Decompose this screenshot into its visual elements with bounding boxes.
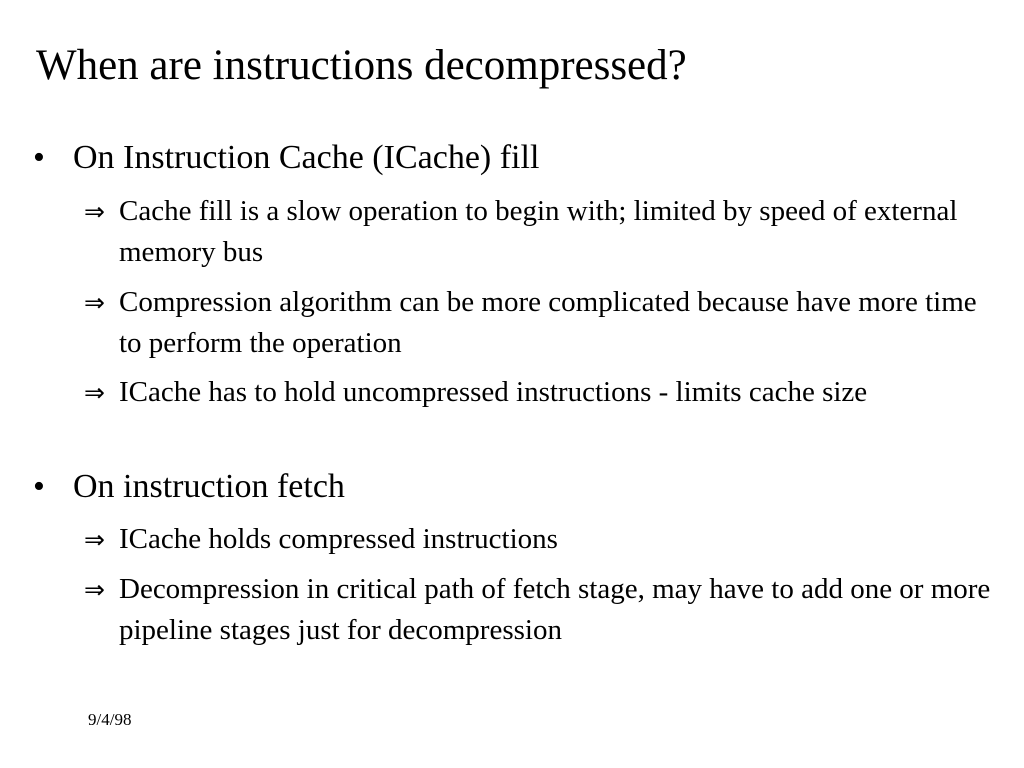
bullet-item [33, 138, 539, 178]
implies-arrow-icon: ⇒ [84, 197, 105, 226]
implies-arrow-icon: ⇒ [84, 525, 105, 554]
sub-point-text: ICache has to hold uncompressed instructions - limits cache size [119, 376, 868, 408]
sub-point [84, 282, 999, 363]
sub-point [84, 372, 999, 413]
sub-point [84, 191, 999, 272]
sub-point [84, 569, 999, 650]
sub-point-text: Compression algorithm can be more complicated because have more time to perform the operation [119, 286, 977, 359]
bullet-symbol: • [33, 139, 45, 176]
bullet-item [33, 467, 345, 507]
implies-arrow-icon: ⇒ [84, 575, 105, 604]
sub-point-text: Cache fill is a slow operation to begin with; limited by speed of external memory bus [119, 195, 958, 268]
bullet-text: On Instruction Cache (ICache) fill [73, 139, 540, 176]
sub-point-text: ICache holds compressed instructions [119, 523, 558, 555]
slide-title: When are instructions decompressed? [36, 42, 687, 89]
sub-point-text: Decompression in critical path of fetch stage, may have to add one or more pipeline stages just for decompression [119, 573, 991, 646]
bullet-text: On instruction fetch [73, 468, 345, 505]
implies-arrow-icon: ⇒ [84, 378, 105, 407]
sub-point [84, 519, 999, 560]
implies-arrow-icon: ⇒ [84, 288, 105, 317]
bullet-symbol: • [33, 468, 45, 505]
footer-date: 9/4/98 [88, 710, 132, 729]
